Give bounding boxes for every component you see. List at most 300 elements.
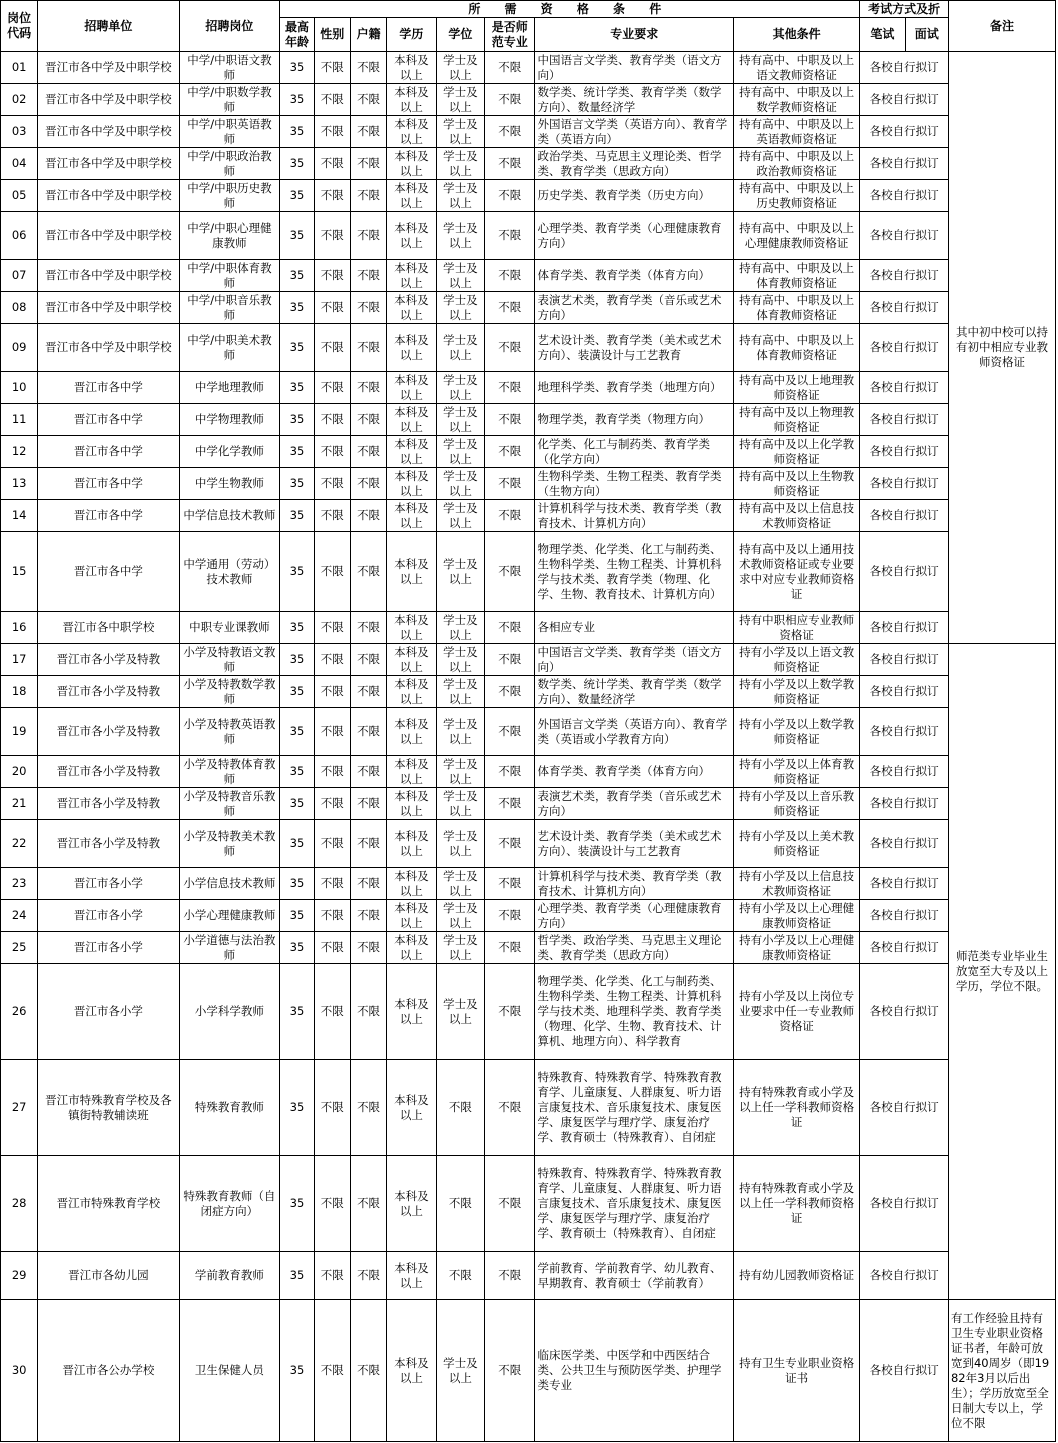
row-other: 持有特殊教育或小学及以上任一学科教师资格证 xyxy=(734,1060,860,1156)
row-post: 中学信息技术教师 xyxy=(179,500,280,532)
row-edu: 本科及以上 xyxy=(387,644,436,676)
row-unit: 晋江市各小学及特教 xyxy=(38,708,179,756)
row-unit: 晋江市各小学及特教 xyxy=(38,756,179,788)
row-unit: 晋江市各中学及中职学校 xyxy=(38,52,179,84)
table-row xyxy=(1,1252,1056,1300)
row-gender: 不限 xyxy=(314,1060,350,1156)
row-post: 小学及特教音乐教师 xyxy=(179,788,280,820)
row-huji: 不限 xyxy=(350,964,386,1060)
row-major: 特殊教育、特殊教育学、特殊教育教育学、儿童康复、人群康复、听力语言康复技术、音乐康复技术、康复医学、康复医学与理疗学、康复治疗学、教育硕士（特殊教育）、自闭症 xyxy=(535,1156,734,1252)
row-code: 23 xyxy=(1,868,38,900)
row-exam: 各校自行拟订 xyxy=(860,292,949,324)
table-row xyxy=(1,84,1056,116)
row-major: 临床医学类、中医学和中西医结合类、公共卫生与预防医学类、护理学类专业 xyxy=(535,1300,734,1442)
row-age: 35 xyxy=(280,612,314,644)
row-edu: 本科及以上 xyxy=(387,52,436,84)
row-unit: 晋江市各中学及中职学校 xyxy=(38,116,179,148)
row-code: 09 xyxy=(1,324,38,372)
row-normal: 不限 xyxy=(485,1300,535,1442)
row-gender: 不限 xyxy=(314,260,350,292)
row-code: 18 xyxy=(1,676,38,708)
row-gender: 不限 xyxy=(314,372,350,404)
row-gender: 不限 xyxy=(314,676,350,708)
header-degree: 学位 xyxy=(436,18,484,52)
row-unit: 晋江市各小学 xyxy=(38,964,179,1060)
row-normal: 不限 xyxy=(485,1252,535,1300)
row-exam: 各校自行拟订 xyxy=(860,324,949,372)
row-edu: 本科及以上 xyxy=(387,180,436,212)
row-post: 中学物理教师 xyxy=(179,404,280,436)
header-written: 笔试 xyxy=(860,18,905,52)
row-huji: 不限 xyxy=(350,436,386,468)
row-age: 35 xyxy=(280,756,314,788)
row-age: 35 xyxy=(280,116,314,148)
row-exam: 各校自行拟订 xyxy=(860,436,949,468)
table-row xyxy=(1,1156,1056,1252)
row-normal: 不限 xyxy=(485,468,535,500)
header-edu: 学历 xyxy=(387,18,436,52)
table-row xyxy=(1,180,1056,212)
row-post: 小学及特教体育教师 xyxy=(179,756,280,788)
row-remark: 其中初中校可以持有初中相应专业教师资格证 xyxy=(948,52,1055,644)
row-edu: 本科及以上 xyxy=(387,436,436,468)
row-normal: 不限 xyxy=(485,532,535,612)
row-major: 艺术设计类、教育学类（美术或艺术方向）、装潢设计与工艺教育 xyxy=(535,324,734,372)
row-unit: 晋江市各中学 xyxy=(38,404,179,436)
row-code: 24 xyxy=(1,900,38,932)
table-row xyxy=(1,900,1056,932)
table-row xyxy=(1,52,1056,84)
row-normal: 不限 xyxy=(485,932,535,964)
row-code: 12 xyxy=(1,436,38,468)
row-code: 26 xyxy=(1,964,38,1060)
row-age: 35 xyxy=(280,436,314,468)
row-normal: 不限 xyxy=(485,404,535,436)
row-post: 中学/中职政治教师 xyxy=(179,148,280,180)
table-row xyxy=(1,468,1056,500)
row-age: 35 xyxy=(280,212,314,260)
row-other: 持有高中及以上生物教师资格证 xyxy=(734,468,860,500)
row-age: 35 xyxy=(280,676,314,708)
table-row xyxy=(1,868,1056,900)
row-unit: 晋江市各中学及中职学校 xyxy=(38,260,179,292)
row-unit: 晋江市各中学及中职学校 xyxy=(38,212,179,260)
row-major: 体育学类、教育学类（体育方向） xyxy=(535,756,734,788)
row-other: 持有高中、中职及以上历史教师资格证 xyxy=(734,180,860,212)
table-row xyxy=(1,820,1056,868)
row-gender: 不限 xyxy=(314,468,350,500)
table-row xyxy=(1,500,1056,532)
row-huji: 不限 xyxy=(350,1156,386,1252)
row-gender: 不限 xyxy=(314,964,350,1060)
row-post: 卫生保健人员 xyxy=(179,1300,280,1442)
table-row xyxy=(1,932,1056,964)
row-normal: 不限 xyxy=(485,148,535,180)
row-other: 持有卫生专业职业资格证书 xyxy=(734,1300,860,1442)
row-code: 16 xyxy=(1,612,38,644)
row-degree: 学士及以上 xyxy=(436,180,484,212)
row-normal: 不限 xyxy=(485,372,535,404)
row-major: 物理学类，教育学类（物理方向） xyxy=(535,404,734,436)
row-post: 小学及特教数学教师 xyxy=(179,676,280,708)
row-unit: 晋江市各中学及中职学校 xyxy=(38,324,179,372)
row-normal: 不限 xyxy=(485,820,535,868)
row-remark: 有工作经验且持有卫生专业职业资格证书者，年龄可放宽到40周岁（即1982年3月以后出生）；学历放宽至全日制大专以上，学位不限 xyxy=(948,1300,1055,1442)
row-exam: 各校自行拟订 xyxy=(860,1156,949,1252)
row-post: 中学/中职美术教师 xyxy=(179,324,280,372)
row-normal: 不限 xyxy=(485,1156,535,1252)
row-code: 22 xyxy=(1,820,38,868)
row-other: 持有小学及以上语文教师资格证 xyxy=(734,644,860,676)
table-row xyxy=(1,212,1056,260)
row-post: 特殊教育教师 xyxy=(179,1060,280,1156)
row-exam: 各校自行拟订 xyxy=(860,532,949,612)
row-post: 小学心理健康教师 xyxy=(179,900,280,932)
header-post: 招聘岗位 xyxy=(179,1,280,52)
row-code: 05 xyxy=(1,180,38,212)
row-exam: 各校自行拟订 xyxy=(860,820,949,868)
row-post: 小学道德与法治教师 xyxy=(179,932,280,964)
table-row xyxy=(1,436,1056,468)
row-major: 历史学类、教育学类（历史方向） xyxy=(535,180,734,212)
row-gender: 不限 xyxy=(314,756,350,788)
row-huji: 不限 xyxy=(350,756,386,788)
row-exam: 各校自行拟订 xyxy=(860,932,949,964)
row-gender: 不限 xyxy=(314,500,350,532)
row-degree: 学士及以上 xyxy=(436,468,484,500)
row-edu: 本科及以上 xyxy=(387,900,436,932)
row-degree: 学士及以上 xyxy=(436,212,484,260)
row-other: 持有小学及以上心理健康教师资格证 xyxy=(734,900,860,932)
row-major: 外国语言文学类（英语方向）、教育学类（英语方向） xyxy=(535,116,734,148)
row-exam: 各校自行拟订 xyxy=(860,404,949,436)
row-major: 表演艺术类，教育学类（音乐或艺术方向） xyxy=(535,788,734,820)
row-major: 计算机科学与技术类、教育学类（教育技术、计算机方向） xyxy=(535,500,734,532)
table-row xyxy=(1,1060,1056,1156)
row-unit: 晋江市各小学 xyxy=(38,868,179,900)
row-major: 心理学类、教育学类（心理健康教育方向） xyxy=(535,212,734,260)
row-age: 35 xyxy=(280,468,314,500)
row-huji: 不限 xyxy=(350,148,386,180)
row-code: 25 xyxy=(1,932,38,964)
row-code: 20 xyxy=(1,756,38,788)
row-normal: 不限 xyxy=(485,260,535,292)
row-other: 持有高中及以上信息技术教师资格证 xyxy=(734,500,860,532)
row-age: 35 xyxy=(280,324,314,372)
row-degree: 学士及以上 xyxy=(436,932,484,964)
row-other: 持有高中、中职及以上体育教师资格证 xyxy=(734,260,860,292)
row-other: 持有高中、中职及以上语文教师资格证 xyxy=(734,52,860,84)
row-gender: 不限 xyxy=(314,1156,350,1252)
row-unit: 晋江市各小学及特教 xyxy=(38,644,179,676)
header-age: 最高年龄 xyxy=(280,18,314,52)
row-edu: 本科及以上 xyxy=(387,788,436,820)
row-degree: 学士及以上 xyxy=(436,52,484,84)
row-exam: 各校自行拟订 xyxy=(860,372,949,404)
row-edu: 本科及以上 xyxy=(387,676,436,708)
row-exam: 各校自行拟订 xyxy=(860,116,949,148)
row-post: 中学/中职数学教师 xyxy=(179,84,280,116)
row-unit: 晋江市各中学 xyxy=(38,500,179,532)
header-code: 岗位代码 xyxy=(1,1,38,52)
row-huji: 不限 xyxy=(350,612,386,644)
row-edu: 本科及以上 xyxy=(387,868,436,900)
row-huji: 不限 xyxy=(350,404,386,436)
row-other: 持有小学及以上心理健康教师资格证 xyxy=(734,932,860,964)
row-code: 07 xyxy=(1,260,38,292)
table-row xyxy=(1,644,1056,676)
row-huji: 不限 xyxy=(350,180,386,212)
row-degree: 学士及以上 xyxy=(436,612,484,644)
row-age: 35 xyxy=(280,1300,314,1442)
row-huji: 不限 xyxy=(350,372,386,404)
row-other: 持有高中、中职及以上体育教师资格证 xyxy=(734,292,860,324)
row-edu: 本科及以上 xyxy=(387,148,436,180)
row-age: 35 xyxy=(280,532,314,612)
row-other: 持有小学及以上数学教师资格证 xyxy=(734,708,860,756)
row-post: 中学/中职英语教师 xyxy=(179,116,280,148)
row-huji: 不限 xyxy=(350,1252,386,1300)
row-post: 中学/中职心理健康教师 xyxy=(179,212,280,260)
header-unit: 招聘单位 xyxy=(38,1,179,52)
row-edu: 本科及以上 xyxy=(387,612,436,644)
row-other: 持有高中及以上物理教师资格证 xyxy=(734,404,860,436)
row-edu: 本科及以上 xyxy=(387,372,436,404)
row-unit: 晋江市各公办学校 xyxy=(38,1300,179,1442)
row-gender: 不限 xyxy=(314,820,350,868)
header-interview: 面试 xyxy=(905,18,948,52)
table-row xyxy=(1,1300,1056,1442)
row-other: 持有高中及以上通用技术教师资格证或专业要求中对应专业教师资格证 xyxy=(734,532,860,612)
row-huji: 不限 xyxy=(350,676,386,708)
row-normal: 不限 xyxy=(485,868,535,900)
row-code: 15 xyxy=(1,532,38,612)
row-other: 持有高中、中职及以上英语教师资格证 xyxy=(734,116,860,148)
row-code: 11 xyxy=(1,404,38,436)
row-edu: 本科及以上 xyxy=(387,932,436,964)
row-age: 35 xyxy=(280,372,314,404)
row-normal: 不限 xyxy=(485,708,535,756)
row-degree: 学士及以上 xyxy=(436,756,484,788)
row-major: 体育学类、教育学类（体育方向） xyxy=(535,260,734,292)
table-row xyxy=(1,116,1056,148)
row-post: 中职专业课教师 xyxy=(179,612,280,644)
row-other: 持有中职相应专业教师资格证 xyxy=(734,612,860,644)
row-code: 08 xyxy=(1,292,38,324)
table-body xyxy=(1,52,1056,1442)
row-code: 04 xyxy=(1,148,38,180)
row-huji: 不限 xyxy=(350,84,386,116)
table-row xyxy=(1,532,1056,612)
row-unit: 晋江市各小学及特教 xyxy=(38,788,179,820)
row-gender: 不限 xyxy=(314,436,350,468)
row-huji: 不限 xyxy=(350,292,386,324)
row-post: 学前教育教师 xyxy=(179,1252,280,1300)
table-row xyxy=(1,708,1056,756)
row-degree: 学士及以上 xyxy=(436,708,484,756)
row-code: 29 xyxy=(1,1252,38,1300)
row-normal: 不限 xyxy=(485,964,535,1060)
row-post: 小学及特教语文教师 xyxy=(179,644,280,676)
row-normal: 不限 xyxy=(485,500,535,532)
row-post: 小学信息技术教师 xyxy=(179,868,280,900)
row-major: 物理学类、化学类、化工与制药类、生物科学类、生物工程类、计算机科学与技术类、教育学类（物理、化学、生物、教育技术、计算机方向） xyxy=(535,532,734,612)
row-edu: 本科及以上 xyxy=(387,1300,436,1442)
row-age: 35 xyxy=(280,1156,314,1252)
row-other: 持有高中、中职及以上政治教师资格证 xyxy=(734,148,860,180)
header-huji: 户籍 xyxy=(350,18,386,52)
row-major: 哲学类、政治学类、马克思主义理论类、教育学类（思政方向） xyxy=(535,932,734,964)
row-exam: 各校自行拟订 xyxy=(860,756,949,788)
row-normal: 不限 xyxy=(485,52,535,84)
row-exam: 各校自行拟订 xyxy=(860,612,949,644)
row-huji: 不限 xyxy=(350,52,386,84)
row-major: 化学类、化工与制药类、教育学类（化学方向） xyxy=(535,436,734,468)
row-unit: 晋江市各中学及中职学校 xyxy=(38,148,179,180)
row-other: 持有高中、中职及以上心理健康教师资格证 xyxy=(734,212,860,260)
row-huji: 不限 xyxy=(350,788,386,820)
row-other: 持有小学及以上美术教师资格证 xyxy=(734,820,860,868)
row-exam: 各校自行拟订 xyxy=(860,52,949,84)
row-unit: 晋江市各中学及中职学校 xyxy=(38,180,179,212)
row-huji: 不限 xyxy=(350,644,386,676)
row-edu: 本科及以上 xyxy=(387,324,436,372)
row-major: 各相应专业 xyxy=(535,612,734,644)
row-exam: 各校自行拟订 xyxy=(860,676,949,708)
row-normal: 不限 xyxy=(485,1060,535,1156)
row-edu: 本科及以上 xyxy=(387,468,436,500)
row-gender: 不限 xyxy=(314,212,350,260)
row-huji: 不限 xyxy=(350,260,386,292)
table-row xyxy=(1,372,1056,404)
row-huji: 不限 xyxy=(350,868,386,900)
row-huji: 不限 xyxy=(350,116,386,148)
row-unit: 晋江市各中职学校 xyxy=(38,612,179,644)
row-unit: 晋江市各小学及特教 xyxy=(38,676,179,708)
row-major: 外国语言文学类（英语方向）、教育学类（英语或小学教育方向） xyxy=(535,708,734,756)
row-normal: 不限 xyxy=(485,116,535,148)
row-major: 计算机科学与技术类、教育学类（教育技术、计算机方向） xyxy=(535,868,734,900)
row-other: 持有小学及以上信息技术教师资格证 xyxy=(734,868,860,900)
row-gender: 不限 xyxy=(314,324,350,372)
row-code: 06 xyxy=(1,212,38,260)
row-exam: 各校自行拟订 xyxy=(860,964,949,1060)
row-other: 持有小学及以上音乐教师资格证 xyxy=(734,788,860,820)
row-exam: 各校自行拟订 xyxy=(860,468,949,500)
row-degree: 学士及以上 xyxy=(436,292,484,324)
row-edu: 本科及以上 xyxy=(387,212,436,260)
row-degree: 学士及以上 xyxy=(436,644,484,676)
row-code: 27 xyxy=(1,1060,38,1156)
row-other: 持有幼儿园教师资格证 xyxy=(734,1252,860,1300)
row-degree: 学士及以上 xyxy=(436,116,484,148)
row-post: 小学及特教美术教师 xyxy=(179,820,280,868)
row-major: 心理学类、教育学类（心理健康教育方向） xyxy=(535,900,734,932)
row-post: 特殊教育教师（自闭症方向） xyxy=(179,1156,280,1252)
row-other: 持有高中及以上地理教师资格证 xyxy=(734,372,860,404)
row-age: 35 xyxy=(280,52,314,84)
row-gender: 不限 xyxy=(314,404,350,436)
row-age: 35 xyxy=(280,932,314,964)
row-code: 03 xyxy=(1,116,38,148)
row-gender: 不限 xyxy=(314,644,350,676)
row-gender: 不限 xyxy=(314,900,350,932)
row-age: 35 xyxy=(280,820,314,868)
row-exam: 各校自行拟订 xyxy=(860,900,949,932)
row-other: 持有小学及以上岗位专业要求中任一专业教师资格证 xyxy=(734,964,860,1060)
row-degree: 学士及以上 xyxy=(436,1300,484,1442)
row-degree: 学士及以上 xyxy=(436,148,484,180)
header-normal: 是否师范专业 xyxy=(485,18,535,52)
row-gender: 不限 xyxy=(314,788,350,820)
table-row xyxy=(1,788,1056,820)
row-degree: 不限 xyxy=(436,1156,484,1252)
row-huji: 不限 xyxy=(350,324,386,372)
row-degree: 学士及以上 xyxy=(436,500,484,532)
row-gender: 不限 xyxy=(314,708,350,756)
row-edu: 本科及以上 xyxy=(387,1252,436,1300)
row-unit: 晋江市特殊教育学校 xyxy=(38,1156,179,1252)
row-edu: 本科及以上 xyxy=(387,292,436,324)
row-other: 持有高中、中职及以上体育教师资格证 xyxy=(734,324,860,372)
row-age: 35 xyxy=(280,900,314,932)
row-age: 35 xyxy=(280,84,314,116)
table-row xyxy=(1,756,1056,788)
row-edu: 本科及以上 xyxy=(387,1156,436,1252)
row-edu: 本科及以上 xyxy=(387,756,436,788)
row-gender: 不限 xyxy=(314,532,350,612)
row-post: 中学地理教师 xyxy=(179,372,280,404)
row-exam: 各校自行拟订 xyxy=(860,644,949,676)
row-degree: 不限 xyxy=(436,1252,484,1300)
header-other: 其他条件 xyxy=(734,18,860,52)
row-unit: 晋江市各幼儿园 xyxy=(38,1252,179,1300)
row-huji: 不限 xyxy=(350,1060,386,1156)
table-row xyxy=(1,676,1056,708)
row-gender: 不限 xyxy=(314,1252,350,1300)
row-gender: 不限 xyxy=(314,612,350,644)
row-edu: 本科及以上 xyxy=(387,500,436,532)
row-exam: 各校自行拟订 xyxy=(860,708,949,756)
row-gender: 不限 xyxy=(314,148,350,180)
row-edu: 本科及以上 xyxy=(387,820,436,868)
row-age: 35 xyxy=(280,404,314,436)
row-unit: 晋江市各中学及中职学校 xyxy=(38,84,179,116)
row-degree: 学士及以上 xyxy=(436,372,484,404)
row-huji: 不限 xyxy=(350,900,386,932)
row-major: 数学类、统计学类、教育学类（数学方向）、数量经济学 xyxy=(535,84,734,116)
row-huji: 不限 xyxy=(350,212,386,260)
row-degree: 学士及以上 xyxy=(436,788,484,820)
header-exam: 考试方式及折 xyxy=(860,1,949,18)
row-post: 小学科学教师 xyxy=(179,964,280,1060)
row-post: 中学通用（劳动）技术教师 xyxy=(179,532,280,612)
row-normal: 不限 xyxy=(485,324,535,372)
row-edu: 本科及以上 xyxy=(387,708,436,756)
row-degree: 学士及以上 xyxy=(436,532,484,612)
row-major: 表演艺术类，教育学类（音乐或艺术方向） xyxy=(535,292,734,324)
row-post: 中学生物教师 xyxy=(179,468,280,500)
row-code: 28 xyxy=(1,1156,38,1252)
row-other: 持有高中、中职及以上数学教师资格证 xyxy=(734,84,860,116)
row-exam: 各校自行拟订 xyxy=(860,148,949,180)
row-major: 艺术设计类、教育学类（美术或艺术方向）、装潢设计与工艺教育 xyxy=(535,820,734,868)
row-exam: 各校自行拟订 xyxy=(860,1252,949,1300)
row-age: 35 xyxy=(280,148,314,180)
row-normal: 不限 xyxy=(485,788,535,820)
table-row xyxy=(1,148,1056,180)
row-age: 35 xyxy=(280,1252,314,1300)
